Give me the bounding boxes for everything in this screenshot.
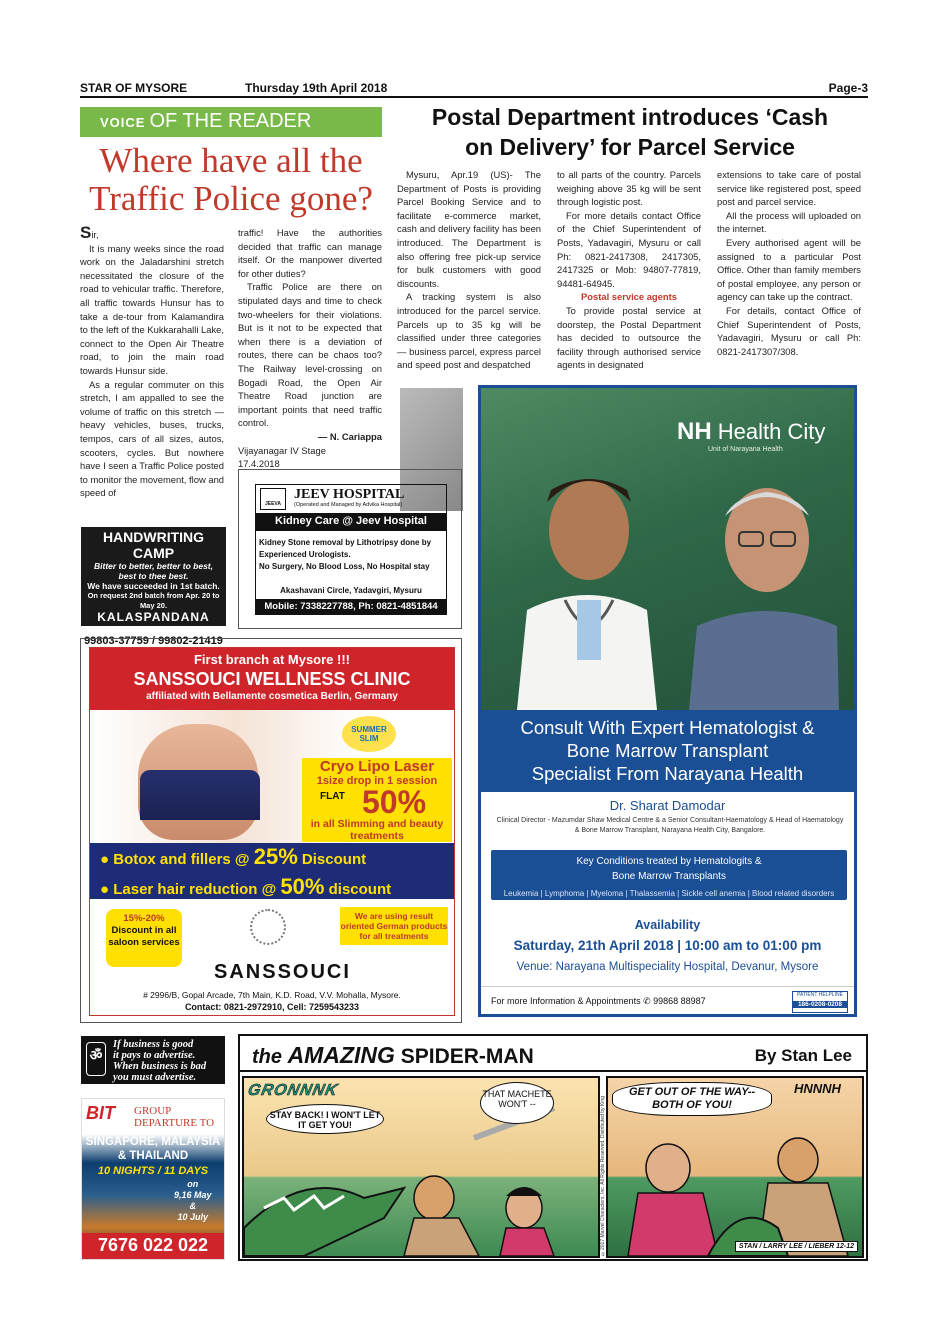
page-header xyxy=(80,80,868,98)
doctor-patient-photo xyxy=(481,388,854,710)
nh-helpline-label: PATIENT HELPLINE xyxy=(797,992,843,998)
hw-line: We have succeeded in 1st batch. xyxy=(87,581,220,591)
nh-brand xyxy=(677,418,825,446)
speech-bubble: STAY BACK! I WON'T LET IT GET YOU! xyxy=(266,1104,384,1134)
nh-cond-title: Bone Marrow Transplants xyxy=(612,871,726,882)
biz-line: you must advertise. xyxy=(113,1072,197,1083)
article-subhead: Postal service agents xyxy=(581,291,677,303)
botox-pct: 25% xyxy=(253,844,298,869)
advertise-filler xyxy=(81,1036,225,1084)
nh-cond-title: Key Conditions treated by Hematologits & xyxy=(576,856,762,867)
nh-headline-line: Bone Marrow Transplant xyxy=(566,740,769,761)
postal-column-3 xyxy=(717,168,861,358)
letter-paragraph: Traffic Police are there on stipulated days and time to check two-wheelers for their violations. But is it not to be expected that when there is a deviation of routes, there can be chaos too? The Railway level-crossing on Bogadi Road, the Open Air Theatre Road junction are important points that need traffic control. xyxy=(238,281,382,429)
salon-discount-badge xyxy=(106,909,182,967)
comic-sound-effect: GRONNNK xyxy=(246,1082,340,1099)
bit-destination xyxy=(82,1135,224,1163)
hw-line: On request 2nd batch from Apr. 20 to May 20. xyxy=(87,591,220,610)
page-number: Page-3 xyxy=(828,81,868,95)
comic-byline: By Stan Lee xyxy=(754,1046,852,1065)
signature-place: Vijayanagar IV Stage xyxy=(238,444,326,456)
german-products-note: We are using result oriented German products for all treatments xyxy=(340,907,448,945)
article-paragraph: For more details contact Office of the Chief Superintendent of Posts, Yadavagiri, Mysuru or call Ph: 0821-2417308, 2417305, 2417325 or Mob: 94807-77819, 94481-64945. xyxy=(557,209,701,289)
bit-days: 10 NIGHTS / 11 DAYS xyxy=(97,1165,209,1177)
postal-column-2 xyxy=(557,168,701,372)
nh-helpline-number: 186-0208-0208 xyxy=(793,1001,847,1008)
section-kicker: VOICE xyxy=(100,115,146,130)
comic-title-the: the xyxy=(252,1046,288,1068)
nh-venue: Venue: Narayana Multispeciality Hospital, Devanur, Mysore xyxy=(516,961,819,973)
hw-line: Bitter to better, better to best, xyxy=(93,561,213,571)
sans-contact: Contact: 0821-2972910, Cell: 7259543233 xyxy=(184,1002,360,1012)
jeev-hospital-ad[interactable] xyxy=(238,469,462,629)
jeev-phone: Mobile: 7338227788, Ph: 0821-4851844 xyxy=(256,599,446,615)
ganesha-icon: ॐ xyxy=(86,1042,106,1076)
comic-title xyxy=(252,1042,534,1069)
sans-promo xyxy=(90,710,454,843)
section-banner xyxy=(80,107,382,137)
sans-footer xyxy=(90,899,454,1017)
comic-title-spiderman: SPIDER-MAN xyxy=(394,1045,534,1068)
postal-headline xyxy=(395,102,865,162)
nh-unit: Unit of Narayana Health xyxy=(708,446,783,453)
article-paragraph: A tracking system is also introduced for the parcel service. Parcels up to 35 kg will be classified under three categories — business parcel, express parcel and speed post and despatched xyxy=(397,291,541,371)
laser-offer: ● Laser hair reduction @ 50% discount xyxy=(100,874,392,899)
bit-travel-ad[interactable] xyxy=(81,1098,225,1260)
laser-post: discount xyxy=(324,881,392,898)
postal-column-1 xyxy=(397,168,541,372)
speech-bubble: HNNNH xyxy=(794,1081,841,1096)
salon-line: Discount in all saloon services xyxy=(108,925,180,948)
sans-offers xyxy=(90,843,454,899)
bit-dest-line: & THAILAND xyxy=(117,1150,189,1162)
sans-first-branch: First branch at Mysore !!! xyxy=(193,652,351,667)
botox-pre: Botox and fillers @ xyxy=(113,851,254,868)
sans-clinic-name: SANSSOUCI WELLNESS CLINIC xyxy=(133,669,411,689)
hw-founder: Founder S. Narayan xyxy=(113,624,194,634)
article-paragraph: Mysuru, Apr.19 (US)- The Department of Posts is providing Parcel Booking Service and to facilitate e-commerce market, cash and delivery facility has been introduced. The Department is also offering free pick-up service for bulk customers with good discounts. xyxy=(397,169,541,289)
bit-group-line: GROUP xyxy=(134,1105,172,1117)
jeev-body xyxy=(259,537,431,573)
biz-line: If business is good xyxy=(113,1039,194,1050)
sanssouci-logo: SANSSOUCI xyxy=(214,961,351,983)
article-paragraph: extensions to take care of postal service like registered post, speed post and parcel service. xyxy=(717,169,861,208)
spiderman-comic-strip xyxy=(238,1034,868,1261)
hw-title: HANDWRITING CAMP xyxy=(102,529,205,561)
bit-group-line: DEPARTURE TO xyxy=(134,1117,215,1129)
letter-signature: — N. Cariappa xyxy=(317,430,382,442)
speech-bubble: GET OUT OF THE WAY-- BOTH OF YOU! xyxy=(612,1082,772,1116)
article-paragraph: All the process will uploaded on the internet. xyxy=(717,209,861,235)
nh-helpline xyxy=(792,991,848,1013)
hw-line: best to thee best. xyxy=(118,571,189,581)
hw-phones: 99803-37759 / 99802-21419 xyxy=(81,636,226,646)
letter-paragraph: As a regular commuter on this stretch, I am appalled to see the volume of traffic on this stretch — heavy vehicles, buses, trucks, tempos, cars of all sizes, autos, scooters, cycles. But nowhere have I seen a Traffic Police posted to monitor the movement, flow and speed of xyxy=(80,378,224,499)
comic-copyright: ©2017 Marvel Characters, Inc. All Rights Reserved. Distributed by King xyxy=(600,1096,606,1256)
shorts-graphic xyxy=(140,770,260,820)
letter-headline xyxy=(80,142,382,218)
speech-bubble: THAT MACHETE WON'T -- xyxy=(480,1082,554,1124)
comic-title-amazing: AMAZING xyxy=(287,1042,395,1068)
article-paragraph: Every authorised agent will be assigned to a particular Post Office. Other than family members of postal employee, any person or agency can take up the contract. xyxy=(717,236,861,303)
bit-date-line: on xyxy=(187,1179,199,1189)
cryo-bottom: in all Slimming and beauty treatments xyxy=(310,818,444,842)
nh-footer xyxy=(481,986,854,1016)
biz-line: it pays to advertise. xyxy=(113,1050,196,1061)
article-paragraph: To provide postal service at doorstep, the Postal Department has decided to outsource the facility through authorised service agents in designated xyxy=(557,304,701,371)
sanssouci-ad[interactable] xyxy=(80,638,462,1023)
cryo-sub: 1size drop in 1 session xyxy=(316,775,438,787)
nh-headline xyxy=(481,710,854,792)
sans-header xyxy=(90,648,454,710)
nh-headline-line: Consult With Expert Hematologist & xyxy=(520,717,815,738)
comic-panel-1 xyxy=(242,1076,606,1258)
letter-headline-line2: Traffic Police gone? xyxy=(89,179,373,218)
nh-health-city-ad[interactable] xyxy=(478,385,857,1017)
issue-date: Thursday 19th April 2018 xyxy=(245,81,388,95)
doctor-figure xyxy=(517,450,657,710)
signature-date: 17.4.2018 xyxy=(238,458,280,470)
bit-date-line: 9,16 May xyxy=(174,1190,212,1200)
letter-paragraph: traffic! Have the authorities decided that traffic can manage itself. Or the manpower diverted for other duties? xyxy=(238,227,382,279)
bit-logo: BIT xyxy=(86,1103,115,1123)
sans-address: # 2996/B, Gopal Arcade, 7th Main, K.D. Road, V.V. Mohalla, Mysore. xyxy=(143,990,401,1000)
nh-doctor-desc: Clinical Director - Mazumdar Shaw Medical Centre & a Senior Consultant-Haematology & Head of Haematology & Bone Marrow Transplant, Narayana Health City, Bangalore. xyxy=(496,817,844,834)
comic-panel-2 xyxy=(606,1076,864,1258)
summer-slim-badge: SUMMER SLIM xyxy=(342,716,396,752)
nh-date: Saturday, 21th April 2018 | 10:00 am to 01:00 pm xyxy=(513,938,822,953)
jeev-line: Experienced Urologists. xyxy=(259,550,351,559)
jeev-banner: Kidney Care @ Jeev Hospital xyxy=(256,513,446,531)
salutation: ir, xyxy=(91,229,99,240)
jeev-managed: (Operated and Managed by Advika Hospital) xyxy=(294,502,403,508)
nh-appointment: For more Information & Appointments ✆ 99868 88987 xyxy=(491,996,706,1006)
sans-affiliation: affiliated with Bellamente cosmetica Berlin, Germany xyxy=(146,691,398,702)
jeev-line: Kidney Stone removal by Lithotripsy done by xyxy=(259,538,432,547)
laser-pct: 50% xyxy=(280,874,325,899)
section-label: OF THE READER xyxy=(149,110,312,132)
hw-brand: KALASPANDANA xyxy=(97,610,210,624)
sanssouci-mandala-icon xyxy=(250,909,286,945)
nh-cond-list: Leukemia | Lymphoma | Myeloma | Thalassemia | Sickle cell anemia | Blood related disorders xyxy=(503,889,835,898)
jeev-name: JEEV HOSPITAL xyxy=(294,487,405,502)
salon-pct: 15%-20% xyxy=(123,913,165,924)
article-paragraph: For details, contact Office of Chief Superintendent of Posts, Yadavagiri, Mysuru or call Ph: 0821-2417307/308. xyxy=(717,304,861,357)
letter-paragraph: It is many weeks since the road work on the Jaladarshini stretch necessitated the closure of the road to vehicular traffic. Therefore, all traffic towards Hunsur has to take a de-tour from Kalamandira to the left of the Kukkarahalli Lake, connect to the Open Air Theatre road, to join the main road towards Hunsur side. xyxy=(80,242,224,376)
jeev-line: No Surgery, No Blood Loss, No Hospital stay xyxy=(259,562,430,571)
postal-headline-line1: Postal Department introduces ‘Cash xyxy=(431,104,829,130)
comic-header xyxy=(240,1036,866,1072)
jeev-logo-text: JEEVA xyxy=(264,501,282,507)
patient-figure xyxy=(689,456,839,710)
letter-column-2 xyxy=(238,226,382,471)
botox-offer: ● Botox and fillers @ 25% Discount xyxy=(100,844,367,869)
biz-line: When business is bad xyxy=(113,1061,207,1072)
laser-pre: Laser hair reduction @ xyxy=(113,881,281,898)
paper-name: STAR OF MYSORE xyxy=(80,81,188,95)
nh-brand-mark: NH xyxy=(677,418,712,445)
bit-date-line: 10 July xyxy=(177,1212,209,1222)
bit-date-line: & xyxy=(189,1201,197,1211)
cryo-offer xyxy=(302,758,452,842)
dropcap: S xyxy=(80,223,92,242)
nh-headline-line: Specialist From Narayana Health xyxy=(531,763,804,784)
bit-phone: 7676 022 022 xyxy=(82,1233,224,1259)
letter-headline-line1: Where have all the xyxy=(99,141,363,180)
bit-dates xyxy=(174,1179,212,1223)
cryo-flat: FLAT xyxy=(320,791,345,802)
botox-post: Discount xyxy=(297,851,367,868)
jeev-logo xyxy=(260,488,286,510)
handwriting-camp-ad[interactable] xyxy=(81,527,226,647)
comic-credit: STAN / LARRY LEE / LIEBER 12-12 xyxy=(735,1241,858,1252)
nh-doctor-name: Dr. Sharat Damodar xyxy=(609,798,726,813)
nh-availability: Availability xyxy=(634,918,701,932)
bit-dest-line: SINGAPORE, MALAYSIA xyxy=(85,1136,221,1148)
nh-brand-name: Health City xyxy=(717,419,826,444)
postal-headline-line2: on Delivery’ for Parcel Service xyxy=(465,134,795,160)
bit-group xyxy=(134,1105,214,1129)
article-paragraph: to all parts of the country. Parcels weighing above 35 kg will be sent through logistic post. xyxy=(557,169,701,208)
letter-column-1 xyxy=(80,223,224,500)
jeev-address: Akashavani Circle, Yadavgiri, Mysuru xyxy=(280,586,422,595)
nh-conditions xyxy=(491,850,847,900)
cryo-title: Cryo Lipo Laser xyxy=(319,758,435,775)
cryo-percent: 50% xyxy=(362,784,427,820)
